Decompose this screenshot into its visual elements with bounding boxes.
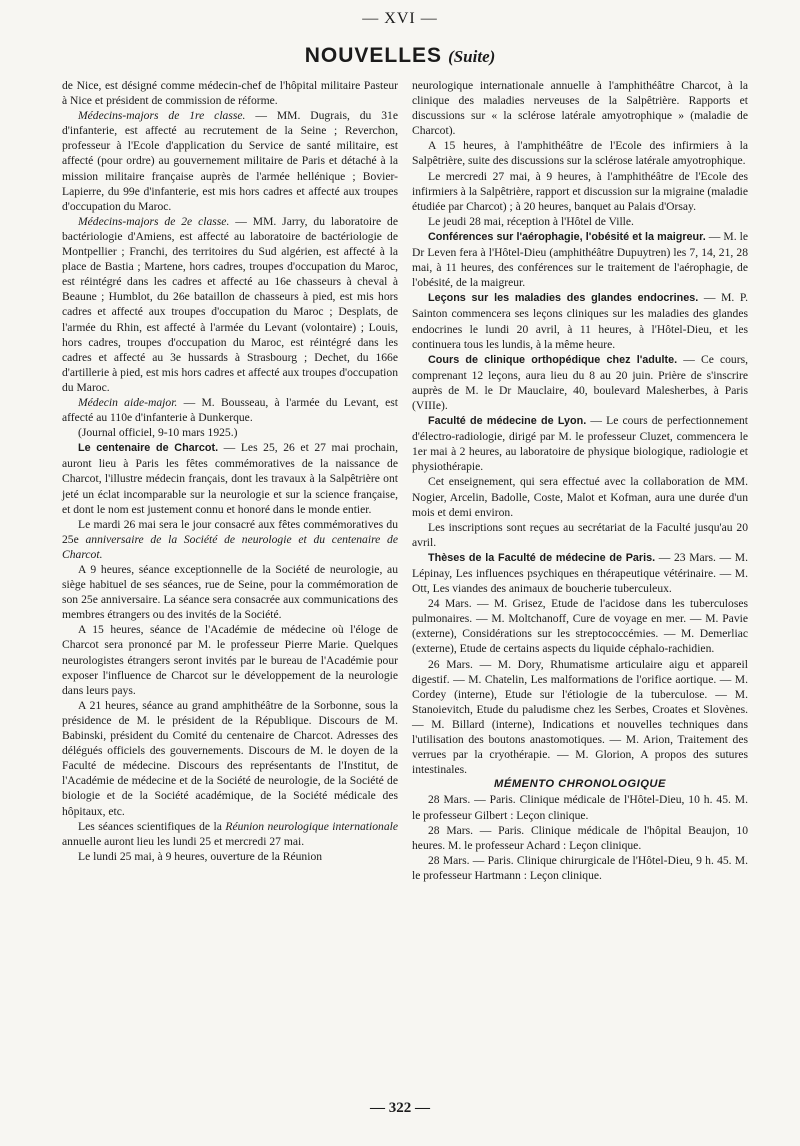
- news-heading: Faculté de médecine de Lyon.: [428, 415, 587, 428]
- page-number: — 322 —: [370, 1100, 430, 1116]
- paragraph: Leçons sur les maladies des glandes endocrines. — M. P. Sainton commencera ses leçons cliniques sur les maladies des glandes endocrines le lundi 20 avril, à 11 heures, à l'Hôtel-Dieu, et les continuera tous les lundis, à la même heure.: [412, 291, 748, 351]
- paragraph: Le centenaire de Charcot. — Les 25, 26 et 27 mai prochain, auront lieu à Paris les fêtes commémoratives de la naissance de Charcot, l'illustre médecin français, dont les travaux à la Salpêtrière ont jeté un éclat incomparable sur la neurologie et sur la science française, et dont le nom est justement connu et honoré dans le monde entier.: [62, 441, 398, 516]
- news-heading: Leçons sur les maladies des glandes endocrines.: [428, 292, 699, 305]
- paragraph: Médecins-majors de 1re classe. — MM. Dugrais, du 31e d'infanterie, est affecté au recrutement de la Seine ; Reverchon, professeur à l'Ecole d'application du Service de santé militaire, est affecté (pour ordre) au gouvernement militaire de Paris et détaché à la mission militaire française auprès de l'armée hellénique ; Bovier-Lapierre, du 99e d'infanterie, est mis hors cadres et affecté aux troupes d'occupation du Maroc.: [62, 109, 399, 213]
- paragraph: Les inscriptions sont reçues au secrétariat de la Faculté jusqu'au 20 avril.: [412, 520, 748, 549]
- memento-item: 28 Mars. — Paris. Clinique médicale de l'Hôtel-Dieu, 10 h. 45. M. le professeur Gilbert : Leçon clinique.: [412, 793, 748, 822]
- paragraph: Le mercredi 27 mai, à 9 heures, à l'amphithéâtre de l'Ecole des infirmiers à la Salpêtrière, rapport et discussion sur la migraine (maladie étudiée par Charcot) ; à 20 heures, banquet au Palais d'Orsay.: [412, 169, 748, 213]
- rubric-heading: Médecin aide-major.: [78, 395, 178, 409]
- news-heading: Le centenaire de Charcot.: [78, 442, 219, 455]
- news-heading: Cours de clinique orthopédique chez l'adulte.: [428, 353, 678, 366]
- paragraph: Les séances scientifiques de la Réunion neurologique internationale annuelle auront lieu les lundi 25 et mercredi 27 mai.: [62, 819, 398, 848]
- section-title-main: NOUVELLES: [304, 44, 443, 67]
- memento-heading: MÉMENTO CHRONOLOGIQUE: [494, 778, 666, 791]
- paragraph: Le jeudi 28 mai, réception à l'Hôtel de Ville.: [428, 214, 634, 228]
- source-citation: (Journal officiel, 9-10 mars 1925.): [78, 426, 238, 440]
- news-heading: Conférences sur l'aérophagie, l'obésité et la maigreur.: [428, 230, 706, 243]
- memento-item: 28 Mars. — Paris. Clinique médicale de l'hôpital Beaujon, 10 heures. M. le professeur Achard : Leçon clinique.: [412, 823, 748, 852]
- paragraph: Faculté de médecine de Lyon. — Le cours de perfectionnement d'électro-radiologie, dirigé par M. le professeur Cluzet, commencera le 1er mai à 2 heures, au laboratoire de physique biologique, radiologie et physiothérapie.: [412, 414, 748, 474]
- paragraph: 26 Mars. — M. Dory, Rhumatisme articulaire aigu et appareil digestif. — M. Chatelin, Les malformations de l'orifice aortique. — M. Cordey (interne), Etude sur l'étiologie de la tuberculose. — M. Stanoievitch, Etude du paludisme chez les Serbes, Croates et Slovènes. — M. Billard (interne), Indications et nouvelles techniques dans l'utilisation des boutons anastomotiques. — M. Arion, Traitement des verrues par la cryothérapie. — M. Glorion, A propos des sutures intestinales.: [412, 657, 748, 777]
- paragraph: de Nice, est désigné comme médecin-chef de l'hôpital militaire Pasteur à Nice et président de commission de réforme.: [62, 79, 398, 108]
- paragraph: neurologique internationale annuelle à l'amphithéâtre Charcot, à la clinique des maladies nerveuses de la Salpêtrière. Rapports et discussions sur « la sclérose latérale amyotrophique » (maladie de Charcot).: [412, 79, 748, 138]
- news-heading: Thèses de la Faculté de médecine de Paris.: [428, 551, 656, 564]
- paragraph: Le mardi 26 mai sera le jour consacré aux fêtes commémoratives du 25e anniversaire de la Société de neurologie et du centenaire de Charcot.: [62, 517, 399, 561]
- paragraph: A 15 heures, à l'amphithéâtre de l'Ecole des infirmiers à la Salpêtrière, suite des discussions sur la sclérose latérale amyotrophique.: [412, 139, 748, 168]
- paragraph: 24 Mars. — M. Grisez, Etude de l'acidose dans les tuberculoses pulmonaires. — M. Moltchanoff, Cure de voyage en mer. — M. Pavie (externe), Considérations sur les streptococcémies. — M. Demerliac (externe), Etude de certains aspects du liquide céphalo-rachidien.: [412, 597, 748, 656]
- paragraph: Médecin aide-major. — M. Bousseau, à l'armée du Levant, est affecté au 110e d'infanterie à Dunkerque.: [62, 395, 398, 425]
- paragraph: A 9 heures, séance exceptionnelle de la Société de neurologie, au siège habituel de ses séances, rue de Seine, pour la commémoration de son 25e anniversaire. La séance sera consacrée aux communications des membres étrangers ou des invités de la Société.: [62, 563, 398, 622]
- section-title-suite: (Suite): [448, 47, 496, 66]
- memento-item: 28 Mars. — Paris. Clinique chirurgicale de l'Hôtel-Dieu, 9 h. 45. M. le professeur Hartmann : Leçon clinique.: [412, 853, 748, 882]
- paragraph: A 15 heures, séance de l'Académie de médecine où l'éloge de Charcot sera prononcé par M. le professeur Pierre Marie. Quelques neurologistes étrangers seront invités par le bureau de l'Académie pour exposer l'influence de Charcot sur le développement de la neurologie dans leurs pays.: [62, 623, 398, 697]
- paragraph: Le lundi 25 mai, à 9 heures, ouverture de la Réunion: [78, 849, 323, 863]
- paragraph: Cours de clinique orthopédique chez l'adulte. — Ce cours, comprenant 12 leçons, aura lieu du 8 au 20 juin. Prière de s'inscrire auprès de M. le Dr Mauclaire, 40, boulevard Malesherbes, à Paris (VIIIe).: [412, 352, 748, 412]
- rubric-heading: Médecins-majors de 2e classe.: [78, 214, 230, 228]
- paragraph: Conférences sur l'aérophagie, l'obésité et la maigreur. — M. le Dr Leven fera à l'Hôtel-Dieu (amphithéâtre Dupuytren) les 7, 14, 21, 28 mai, à 11 heures, des conférences sur le traitement de l'aérophagie, de l'obésité, de la maigreur.: [412, 229, 748, 290]
- rubric-heading: Médecins-majors de 1re classe.: [78, 109, 246, 123]
- right-column: [412, 78, 748, 883]
- paragraph: Thèses de la Faculté de médecine de Paris. — 23 Mars. — M. Lépinay, Les influences psychiques en thérapeutique vétérinaire. — M. Ott, Les viandes des animaux de boucherie tuberculeux.: [412, 550, 748, 596]
- page-folio-roman: — XVI —: [362, 10, 438, 27]
- section-title: [0, 44, 800, 68]
- left-column: [62, 78, 398, 864]
- paragraph: Cet enseignement, qui sera effectué avec la collaboration de MM. Nogier, Arcelin, Badolle, Coste, Malot et Kofman, aura une durée d'un mois et demi environ.: [412, 475, 748, 519]
- paragraph: A 21 heures, séance au grand amphithéâtre de la Sorbonne, sous la présidence de M. le président de la République. Discours de M. Babinski, président du Comité du centenaire de Charcot. Adresses des délégués officiels des gouvernements. Discours de M. le doyen de la Faculté de médecine. Discours des représentants de l'Institut, de l'Académie de médecine et de la Société de neurologie, de la Société de biologie et de la Société académique, de la Société médicale des hôpitaux, etc.: [62, 698, 398, 818]
- paragraph: Médecins-majors de 2e classe. — MM. Jarry, du laboratoire de bactériologie d'Amiens, est affecté au laboratoire de bactériologie de Montpellier ; Franchi, des territoires du Sud algérien, est affecté à la place de Bastia ; Martene, hors cadres, troupes d'occupation du Maroc, est réintégré dans les cadres et affecté au 16e chasseurs à cheval à Beaune ; Humblot, du 26e bataillon de chasseurs à pied, est mis hors cadres et affecté aux troupes d'occupation du Maroc ; Desplats, de l'armée du Rhin, est affecté à l'armée du Levant (volontaire) ; Louis, hors cadres, troupes d'occupation du Maroc, est réintégré dans les cadres et affecté au 3e hussards à Strasbourg ; Dechet, du 166e d'artillerie à pied, est mis hors cadres et affecté aux troupes d'occupation du Maroc.: [62, 214, 398, 394]
